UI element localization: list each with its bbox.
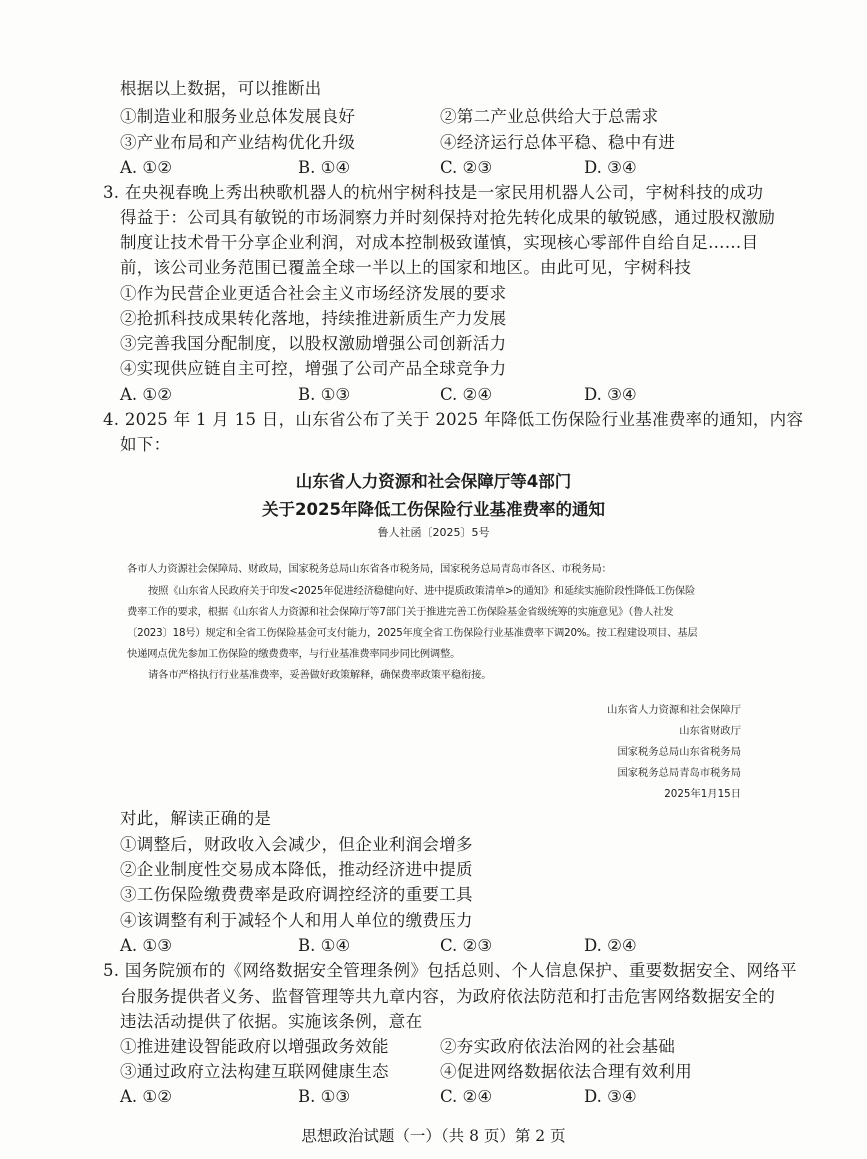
q3-choice-a: A. ①② (120, 385, 172, 404)
notice-body-line: 按照《山东省人民政府关于印发<2025年促进经济稳健向好、进中提质政策清单>的通知》和延续实施阶段性降低工伤保险 (148, 585, 696, 597)
q5-choice-b: B. ①③ (298, 1087, 351, 1106)
notice-body-line: 费率工作的要求，根据《山东省人力资源和社会保障厅等7部门关于推进完善工伤保险基金省级统筹的实施意见》（鲁人社发 (127, 606, 674, 618)
intro-option-3: ③产业布局和产业结构优化升级 (120, 133, 356, 152)
q4-option-4: ④该调整有利于减轻个人和用人单位的缴费压力 (120, 911, 473, 930)
intro-choice-a: A. ①② (120, 158, 172, 177)
q3-stem-line: 得益于：公司具有敏锐的市场洞察力并时刻保持对抢先转化成果的敏锐感，通过股权激励 (120, 208, 776, 227)
q4-choice-c: C. ②③ (440, 936, 493, 955)
q3-option-3: ③完善我国分配制度，以股权激励增强公司创新活力 (120, 334, 507, 353)
q3-choice-d: D. ③④ (584, 385, 637, 404)
q4-option-3: ③工伤保险缴费费率是政府调控经济的重要工具 (120, 885, 473, 904)
notice-title-line-2: 关于2025年降低工伤保险行业基准费率的通知 (262, 500, 605, 519)
q4-stem-line: 如下： (120, 435, 171, 454)
intro-option-4: ④经济运行总体平稳、稳中有进 (440, 133, 676, 152)
q5-choice-d: D. ③④ (584, 1087, 637, 1106)
q5-stem-line: 5. 国务院颁布的《网络数据安全管理条例》包括总则、个人信息保护、重要数据安全、网络平 (103, 961, 797, 980)
q3-choice-c: C. ②④ (440, 385, 493, 404)
q5-stem-line: 违法活动提供了依据。实施该条例，意在 (120, 1012, 423, 1031)
q4-choice-a: A. ①③ (120, 936, 172, 955)
notice-body-line: 〔2023〕18号）规定和全省工伤保险基金可支付能力，2025年度全省工伤保险行业基准费率下调20%。按工程建设项目、基层 (127, 627, 698, 639)
notice-title-line-1: 山东省人力资源和社会保障厅等4部门 (295, 472, 572, 491)
q5-choice-a: A. ①② (120, 1087, 172, 1106)
q4-choice-d: D. ②④ (584, 936, 637, 955)
q5-option-2: ②夯实政府依法治网的社会基础 (440, 1037, 676, 1056)
q4-option-1: ①调整后，财政收入会减少，但企业利润会增多 (120, 835, 473, 854)
q4-option-2: ②企业制度性交易成本降低，推动经济进中提质 (120, 860, 473, 879)
intro-option-1: ①制造业和服务业总体发展良好 (120, 107, 356, 126)
q5-choice-c: C. ②④ (440, 1087, 493, 1106)
notice-addressee: 各市人力资源社会保障局、财政局，国家税务总局山东省各市税务局，国家税务总局青岛市各区、市税务局： (127, 563, 612, 575)
q3-option-1: ①作为民营企业更适合社会主义市场经济发展的要求 (120, 284, 507, 303)
q3-option-4: ④实现供应链自主可控，增强了公司产品全球竞争力 (120, 359, 507, 378)
notice-body-line: 请各市严格执行行业基准费率，妥善做好政策解释，确保费率政策平稳衔接。 (148, 669, 492, 681)
q4-lead: 对此，解读正确的是 (120, 809, 272, 828)
intro-choice-c: C. ②③ (440, 158, 493, 177)
intro-option-2: ②第二产业总供给大于总需求 (440, 107, 659, 126)
page-footer: 思想政治试题（一）（共 8 页）第 2 页 (301, 1127, 566, 1145)
q3-stem-line: 制度让技术骨干分享企业利润，对成本控制极致谨慎，实现核心零部件自给自足……目 (120, 233, 759, 252)
q5-option-4: ④促进网络数据依法合理有效利用 (440, 1062, 692, 1081)
q3-stem-line: 3. 在央视春晚上秀出秧歌机器人的杭州宇树科技是一家民用机器人公司，宇树科技的成功 (103, 183, 764, 202)
q3-option-2: ②抢抓科技成果转化落地，持续推进新质生产力发展 (120, 309, 507, 328)
q3-stem-line: 前，该公司业务范围已覆盖全球一半以上的国家和地区。由此可见，宇树科技 (120, 258, 692, 277)
notice-body-line: 快递网点优先参加工伤保险的缴费费率，与行业基准费率同步同比例调整。 (127, 648, 461, 660)
notice-doc-number: 鲁人社函〔2025〕5号 (377, 526, 490, 539)
notice-signer: 国家税务总局山东省税务局 (617, 746, 741, 758)
q3-choice-b: B. ①③ (298, 385, 351, 404)
q4-stem-line: 4. 2025 年 1 月 15 日，山东省公布了关于 2025 年降低工伤保险行业基准费率的通知，内容 (103, 410, 804, 429)
notice-date: 2025年1月15日 (664, 788, 741, 800)
q4-choice-b: B. ①④ (298, 936, 351, 955)
notice-signer: 山东省人力资源和社会保障厅 (607, 704, 741, 716)
notice-signer: 国家税务总局青岛市税务局 (617, 767, 741, 779)
notice-signer: 山东省财政厅 (679, 725, 741, 737)
q5-stem-line: 台服务提供者义务、监督管理等共九章内容，为政府依法防范和打击危害网络数据安全的 (120, 987, 776, 1006)
intro-choice-b: B. ①④ (298, 158, 351, 177)
q5-option-1: ①推进建设智能政府以增强政务效能 (120, 1037, 389, 1056)
intro-lead: 根据以上数据，可以推断出 (120, 79, 322, 98)
intro-choice-d: D. ③④ (584, 158, 637, 177)
q5-option-3: ③通过政府立法构建互联网健康生态 (120, 1062, 389, 1081)
